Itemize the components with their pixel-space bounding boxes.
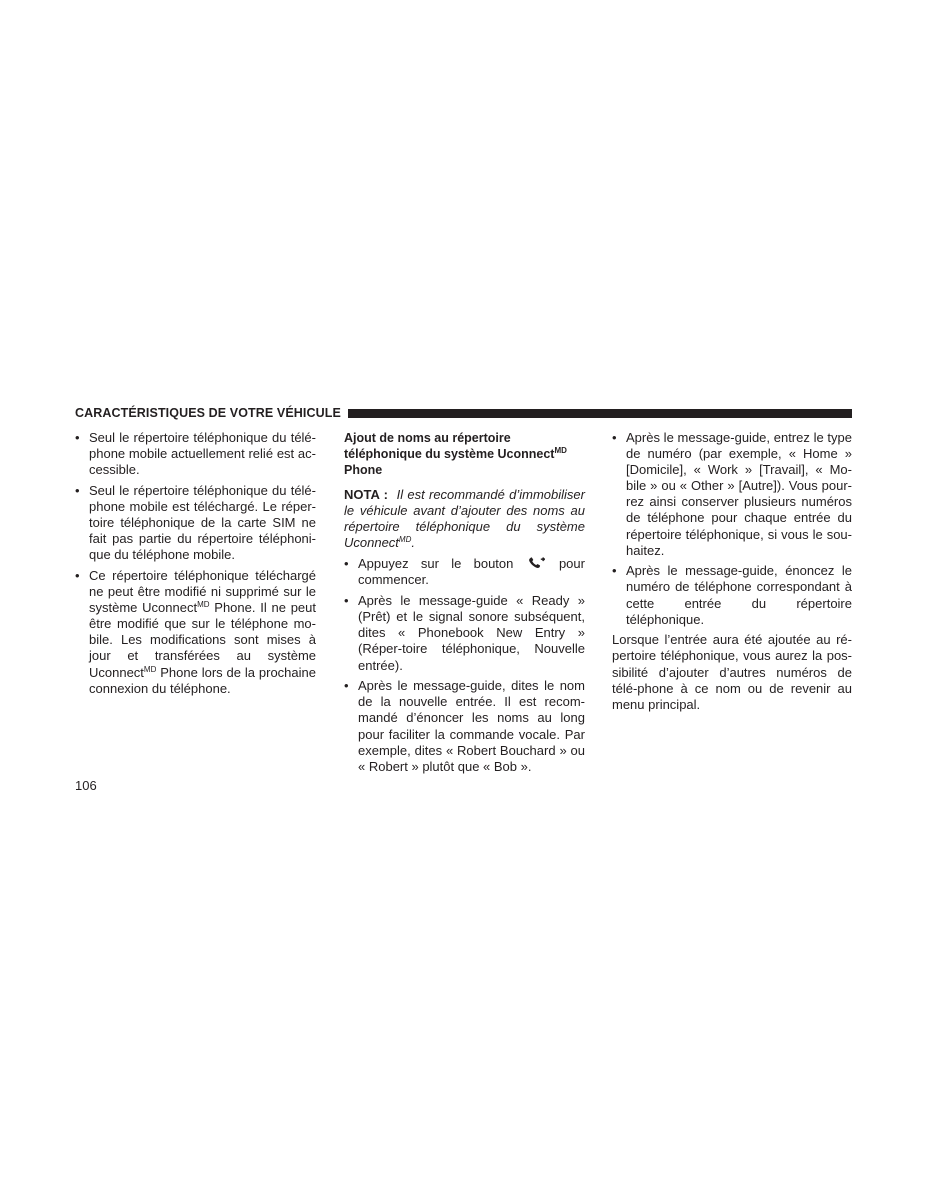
list-item-text: Ce répertoire téléphonique téléchargé ne peut être modifié ni supprimé sur le système Uconnect [89, 567, 316, 616]
trademark-superscript: MD [554, 446, 567, 455]
list-item-text: Phone lors de la prochaine connexion du téléphone. [89, 664, 316, 696]
bullet-icon: • [344, 556, 349, 572]
column-right [612, 430, 852, 713]
body-paragraph: Lorsque l’entrée aura été ajoutée au ré-pertoire téléphonique, vous aurez la pos-sibilité d’ajouter d’autres numéros de télé-phone à ce nom ou de revenir au menu principal. [612, 632, 852, 712]
column-left [75, 430, 316, 701]
bullet-icon: • [612, 430, 617, 445]
list-item-text: Appuyez sur le bouton [358, 556, 514, 572]
trademark-superscript: MD [197, 600, 210, 610]
trademark-superscript: MD [398, 535, 412, 545]
list-item [75, 568, 316, 697]
bullet-icon: • [75, 430, 80, 445]
list-item-text: Après le message-guide « Ready » (Prêt) et le signal sonore subséquent, dites « Phonebook New Entry » (Réper-toire téléphonique, Nouvelle entrée). [358, 593, 585, 673]
list-item-text: Phone. Il ne peut être modifié que sur le téléphone mo-bile. Les modifications sont mises à jour et transférées au système Uconnect [89, 600, 316, 680]
column-middle [344, 430, 585, 779]
subsection-heading-text: Phone [344, 463, 383, 477]
note-paragraph [344, 487, 585, 551]
list-item [612, 430, 852, 559]
section-header [75, 406, 852, 420]
list-item-text: Seul le répertoire téléphonique du télé-phone mobile est téléchargé. Le réper-toire téléphonique de la carte SIM ne fait pas partie du répertoire téléphoni-que du téléphone mobile. [89, 482, 316, 563]
bullet-icon: • [75, 567, 80, 583]
list-item [344, 678, 585, 775]
bullet-icon: • [612, 563, 617, 579]
list-item [344, 556, 585, 588]
bullet-icon: • [344, 593, 349, 609]
note-label: NOTA : [344, 487, 388, 502]
header-rule [348, 409, 852, 418]
subsection-heading [344, 430, 585, 478]
section-title: CARACTÉRISTIQUES DE VOTRE VÉHICULE [75, 406, 341, 420]
list-item [612, 563, 852, 627]
list-item-text: Après le message-guide, entrez le type de numéro (par exemple, « Home » [Domicile], « Work » [Travail], « Mo-bile » ou « Other » [Autre]). Vous pour-rez ainsi conserver plusieurs numéros de téléphone pour chaque entrée du répertoire téléphonique, si vous le sou-haitez. [626, 430, 852, 558]
list-item-text: Après le message-guide, énoncez le numéro de téléphone correspondant à cette entrée du répertoire téléphonique. [626, 563, 852, 627]
list-item-text: Seul le répertoire téléphonique du télé-phone mobile actuellement relié est ac-cessible. [89, 430, 316, 478]
bullet-icon: • [344, 678, 349, 694]
trademark-superscript: MD [143, 664, 157, 674]
note-text-end: . [411, 535, 415, 551]
phone-icon [528, 557, 545, 569]
list-item-text: pour commencer. [358, 556, 585, 588]
subsection-heading-text: Ajout de noms au répertoire téléphonique du système Uconnect [344, 431, 555, 461]
note-text: Il est recommandé d’immobiliser le véhicule avant d’ajouter des noms au répertoire téléphonique du système Uconnect [344, 487, 585, 551]
list-item [75, 430, 316, 478]
list-item [344, 593, 585, 673]
bullet-icon: • [75, 482, 80, 498]
bullet-list [75, 430, 316, 697]
list-item-text: Après le message-guide, dites le nom de la nouvelle entrée. Il est recom-mandé d’énoncer les noms au long pour faciliter la commande vocale. Par exemple, dites « Robert Bouchard » ou « Robert » plutôt que « Bob ». [358, 678, 585, 774]
bullet-list [612, 430, 852, 628]
bullet-list [344, 556, 585, 774]
list-item [75, 483, 316, 563]
page-number: 106 [75, 778, 97, 793]
